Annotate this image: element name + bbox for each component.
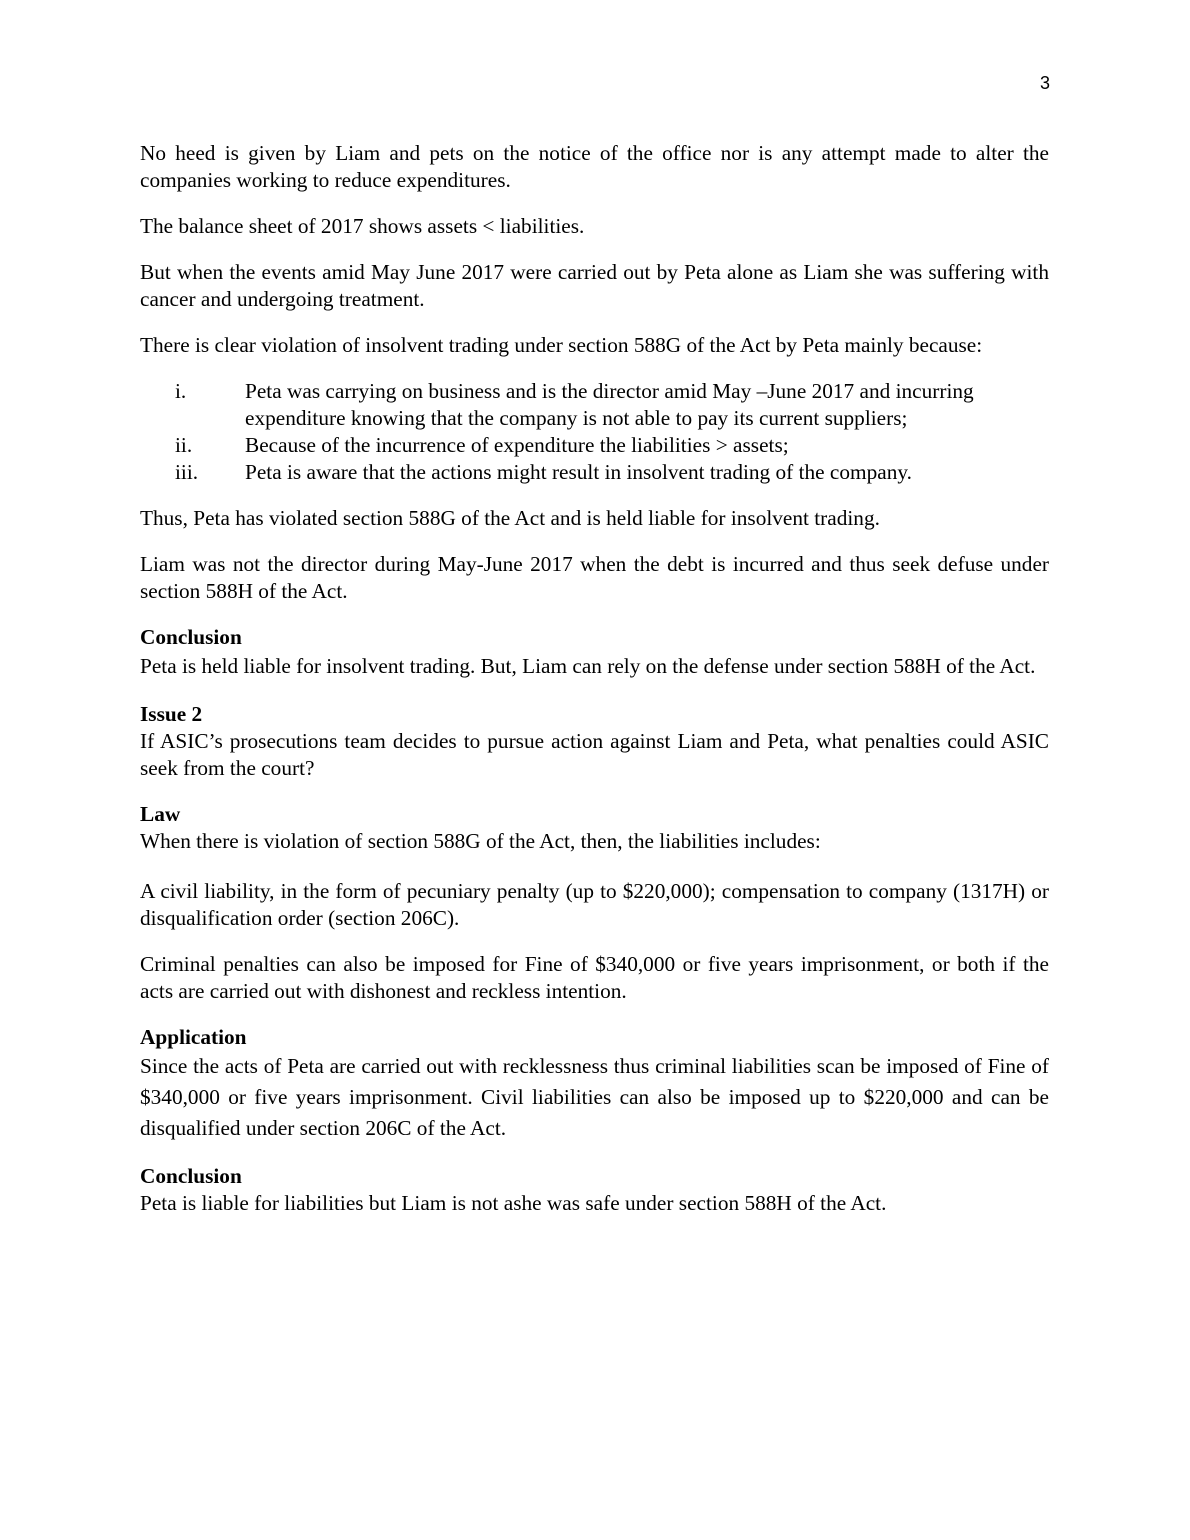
conclusion-heading: Conclusion xyxy=(140,625,242,649)
list-item xyxy=(140,378,1049,432)
application-text: Since the acts of Peta are carried out with recklessness thus criminal liabilities scan be imposed of Fine of $340,000 or five years imprisonment. Civil liabilities can also be imposed up to $220,000 and can be disqualified under section 206C of the Act. xyxy=(140,1054,1049,1140)
list-item-text: Peta is aware that the actions might result in insolvent trading of the company. xyxy=(245,460,912,484)
page-number: 3 xyxy=(1039,73,1050,93)
law-civil-liability: A civil liability, in the form of pecuniary penalty (up to $220,000); compensation to company (1317H) or disqualification order (section 206C). xyxy=(140,879,1049,930)
conclusion-heading: Conclusion xyxy=(140,1164,242,1188)
document-body xyxy=(140,140,1049,1217)
paragraph-heed: No heed is given by Liam and pets on the notice of the office nor is any attempt made to alter the companies working to reduce expenditures. xyxy=(140,141,1049,192)
conclusion-text: Peta is held liable for insolvent trading. But, Liam can rely on the defense under section 588H of the Act. xyxy=(140,654,1036,678)
paragraph-violation: There is clear violation of insolvent trading under section 588G of the Act by Peta mainly because: xyxy=(140,333,983,357)
law-text: When there is violation of section 588G of the Act, then, the liabilities includes: xyxy=(140,829,821,853)
list-item-text: Peta was carrying on business and is the director amid May –June 2017 and incurring expenditure knowing that the company is not able to pay its current suppliers; xyxy=(245,379,974,430)
list-item xyxy=(140,459,1049,486)
paragraph-liam-defence: Liam was not the director during May-June 2017 when the debt is incurred and thus seek defuse under section 588H of the Act. xyxy=(140,552,1049,603)
paragraph-events: But when the events amid May June 2017 were carried out by Peta alone as Liam she was suffering with cancer and undergoing treatment. xyxy=(140,260,1049,311)
law-heading: Law xyxy=(140,802,181,826)
list-item-number: iii. xyxy=(175,460,199,484)
issue-2-text: If ASIC’s prosecutions team decides to pursue action against Liam and Peta, what penalties could ASIC seek from the court? xyxy=(140,729,1049,780)
list-item-number: ii. xyxy=(175,433,193,457)
paragraph-thus: Thus, Peta has violated section 588G of the Act and is held liable for insolvent trading. xyxy=(140,506,880,530)
issue-2-heading: Issue 2 xyxy=(140,702,203,726)
list-item-number: i. xyxy=(175,379,187,403)
list-item xyxy=(140,432,1049,459)
paragraph-balance-sheet: The balance sheet of 2017 shows assets < liabilities. xyxy=(140,214,585,238)
reasons-list xyxy=(140,378,1049,486)
conclusion-text: Peta is liable for liabilities but Liam is not ashe was safe under section 588H of the Act. xyxy=(140,1191,887,1215)
law-criminal-penalties: Criminal penalties can also be imposed for Fine of $340,000 or five years imprisonment, or both if the acts are carried out with dishonest and reckless intention. xyxy=(140,952,1049,1003)
application-heading: Application xyxy=(140,1025,247,1049)
list-item-text: Because of the incurrence of expenditure the liabilities > assets; xyxy=(245,433,789,457)
